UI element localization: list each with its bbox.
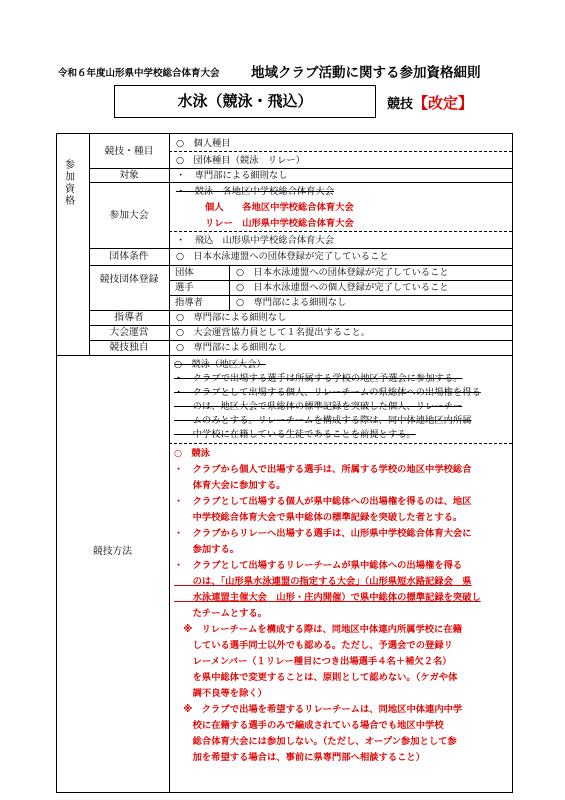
- row-label-leader: 指導者: [114, 312, 144, 323]
- leader-line: ○ 専門部による細則なし: [176, 312, 287, 323]
- method-red-line: ・ クラブから個人で出場する選手は、所属する学校の地区中学校総合: [174, 464, 472, 475]
- event-type-line-1: ○ 個人種目: [176, 138, 231, 149]
- method-red-line: 総合体育大会には参加しない。（ただし、オープン参加として参: [174, 736, 457, 747]
- event-type-line-2: ○ 団体種目（競泳 リレー）: [176, 155, 305, 166]
- row-label-operation: 大会運営: [109, 327, 149, 338]
- method-red-line: ※ クラブで出場を希望するリレーチームは、同地区中体連内中学: [174, 704, 463, 715]
- row-label-registration: 競技団体登録: [99, 274, 159, 285]
- row-label-unique: 競技独自: [109, 342, 149, 353]
- method-red-line: を県中総体で変更することは、原則として認めない。（ケガや体: [174, 672, 458, 683]
- registration-sub-text-player: ○ 日本水泳連盟への個人登録が完了していること: [236, 282, 449, 293]
- row-label-competition: 参加大会: [109, 210, 149, 221]
- competition-dive: ・ 飛込 山形県中学校総合体育大会: [176, 235, 335, 246]
- target-line: ・ 専門部による細則なし: [176, 170, 288, 181]
- competition-red-relay: リレー 山形県中学校総合体育大会: [205, 218, 354, 229]
- method-red-line: 水泳連盟主催大会 山形・庄内開催）で県中総体の標準記録を突破し: [174, 592, 481, 603]
- method-red-line: ○ 競泳: [174, 448, 211, 459]
- registration-sub-label-leader: 指導者: [175, 297, 203, 308]
- method-label: 競技方法: [92, 546, 133, 557]
- method-red-line: 中学校総合体育大会で県中総体の標準記録を突破した者とする。: [174, 512, 463, 523]
- kyogi-label: [387, 92, 473, 113]
- revised-badge: 【改定】: [413, 94, 474, 112]
- method-red-line: レーメンバー（１リレー種目につき出場選手４名＋補欠２名）: [174, 656, 452, 667]
- method-red-line: 参加する。: [174, 544, 240, 555]
- operation-line: ○ 大会運営協力員として１名提出すること。: [176, 327, 371, 338]
- team-condition-line: ○ 日本水泳連盟への団体登録が完了していること: [176, 251, 389, 262]
- method-struck-line: のは、地区大会で県総体の標準記録を突破した個人、リレーチー: [174, 401, 463, 412]
- qualification-char: 資: [65, 184, 75, 195]
- method-red-line: 校に在籍する選手のみで編成されている場合でも地区中学校: [174, 720, 444, 731]
- method-struck-line: ムのみとする。リレーチームを構成する際は、同中体連地区内所属: [174, 415, 472, 426]
- method-red-line: 調不良等を除く）: [174, 688, 267, 699]
- method-struck-line: ・ クラブで出場する選手は所属する学校の地区予選会に参加する。: [174, 373, 463, 384]
- method-red-line: ・ クラブとして出場するリレーチームが県中総体への出場権を得る: [174, 560, 463, 571]
- method-red-line: している選手同士以外でも認める。ただし、予選会での登録リ: [174, 640, 453, 651]
- registration-sub-label-player: 選手: [175, 282, 194, 293]
- method-struck-line: ・ クラブとして出場する個人、リレーチームの県総体への出場権を得る: [174, 387, 481, 398]
- row-label-target: 対象: [119, 170, 139, 181]
- method-red-line: ・ クラブとして出場する個人が県中総体への出場権を得るのは、地区: [174, 496, 472, 507]
- method-red-line: 加を希望する場合は、事前に県専門部へ相談すること）: [174, 752, 426, 763]
- qualification-label: [63, 160, 77, 208]
- qualification-char: 参: [65, 160, 75, 171]
- qualification-char: 格: [65, 196, 75, 207]
- method-struck-line: ○ 競泳（地区大会）: [174, 359, 266, 370]
- method-red-line: のは、「山形県水泳連盟の指定する大会」（山形県短水路記録会 県: [174, 576, 472, 587]
- method-red-line: たチームとする。: [174, 608, 267, 619]
- event-name: 令和６年度山形県中学校総合体育大会: [58, 68, 220, 79]
- unique-line: ○ 専門部による細則なし: [176, 342, 287, 353]
- sport-title-box: 水泳（競泳・飛込）: [114, 85, 376, 118]
- registration-sub-text-leader: ○ 専門部による細則なし: [236, 297, 347, 308]
- document-title: 地域クラブ活動に関する参加資格細則: [251, 65, 481, 81]
- kyogi-text: 競技: [387, 97, 414, 112]
- registration-sub-label-team: 団体: [175, 267, 194, 278]
- row-label-event-type: 競技・種目: [104, 146, 154, 157]
- method-red-line: ・ クラブからリレーへ出場する選手は、山形県中学校総合体育大会に: [174, 528, 472, 539]
- competition-red-individual: 個人 各地区中学校総合体育大会: [205, 202, 354, 213]
- qualification-char: 加: [65, 172, 75, 183]
- registration-sub-text-team: ○ 日本水泳連盟への団体登録が完了していること: [236, 267, 449, 278]
- row-label-team-condition: 団体条件: [109, 251, 149, 262]
- method-struck-line: 中学校に在籍している生徒であることを前提とする。: [174, 429, 416, 440]
- competition-struck: ・ 競泳 各地区中学校総合体育大会: [176, 186, 335, 197]
- method-red-line: 体育大会に参加する。: [174, 480, 286, 491]
- method-red-line: ※ リレーチームを構成する際は、同地区中体連内所属学校に在籍: [174, 624, 462, 635]
